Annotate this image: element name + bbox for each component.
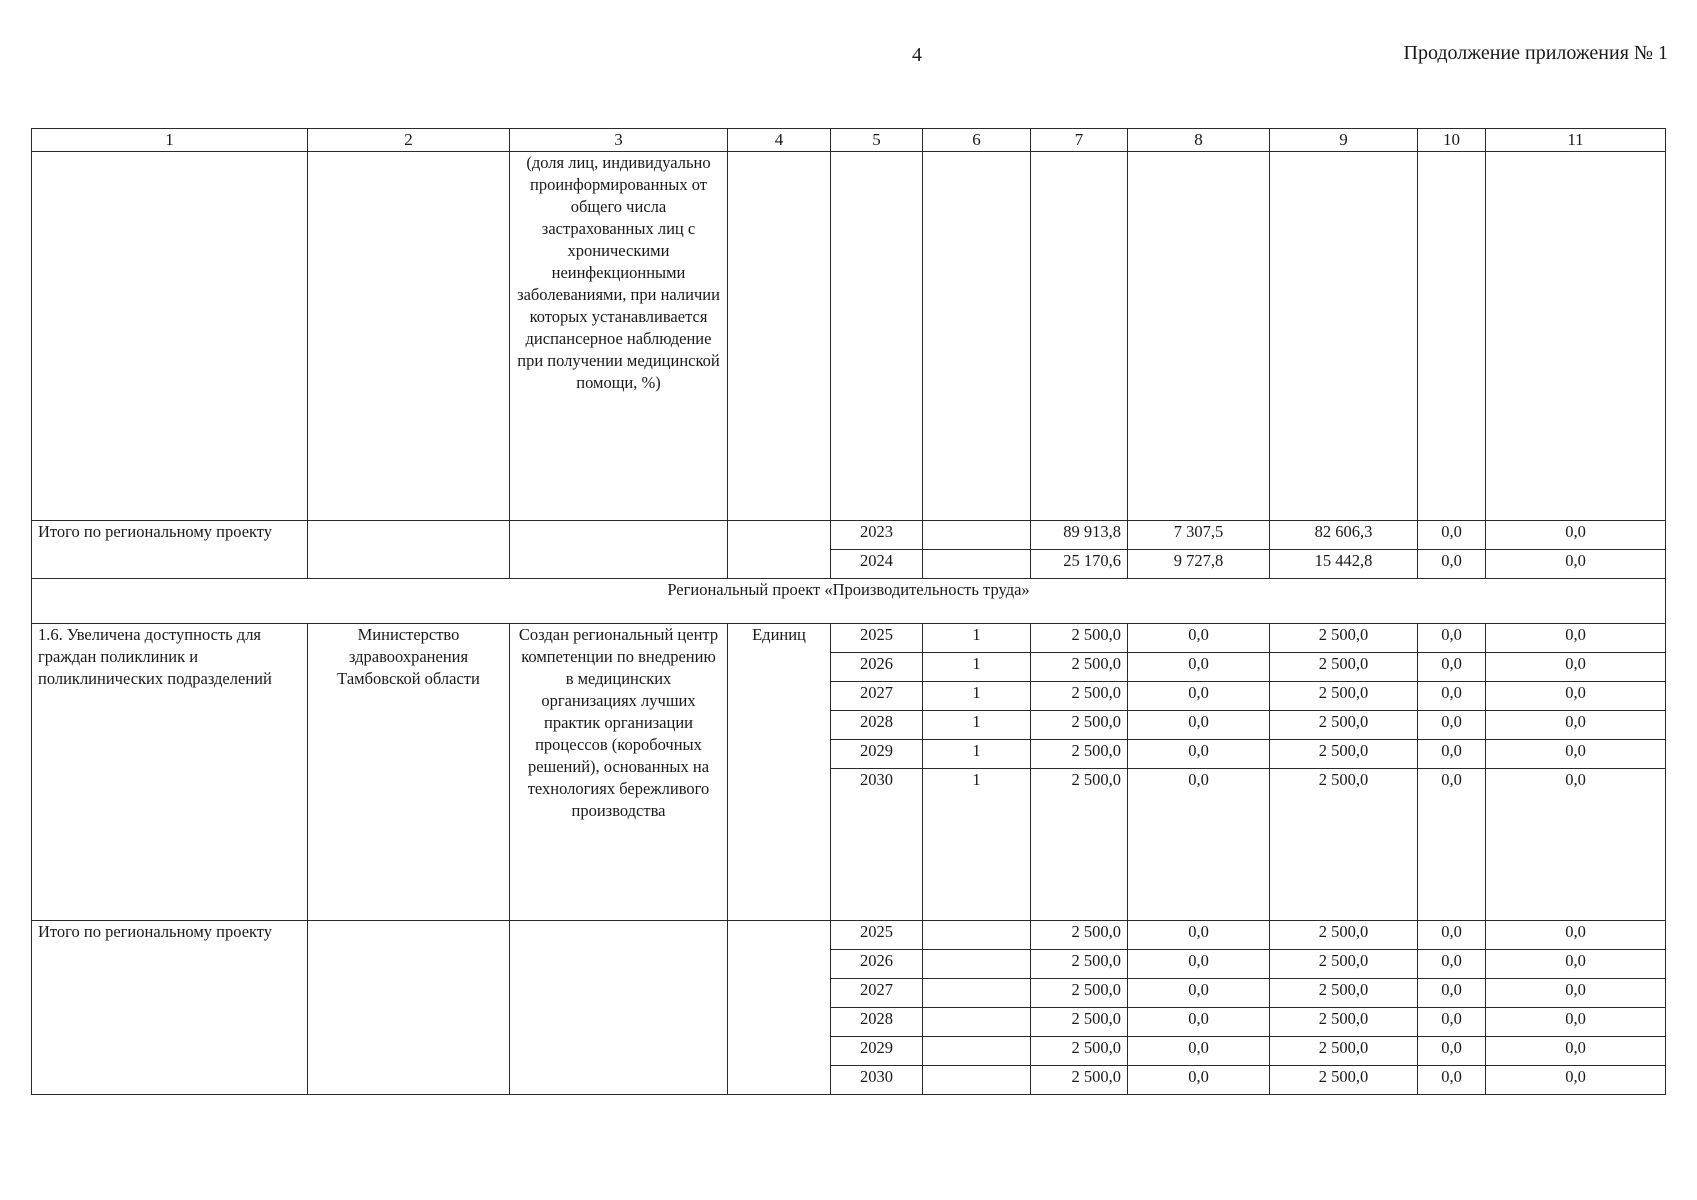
value-cell: 2 500,0 [1270,950,1418,979]
section-row [32,579,1666,624]
value-cell: 2 500,0 [1270,1066,1418,1095]
value-cell: 0,0 [1486,550,1666,579]
value-cell: 2 500,0 [1031,740,1128,769]
header-cell: 10 [1418,129,1486,152]
header-cell: 5 [831,129,923,152]
value-cell: 0,0 [1418,521,1486,550]
total-label: Итого по региональному проекту [32,921,308,1095]
value-cell: 2 500,0 [1031,711,1128,740]
total-label: Итого по региональному проекту [32,521,308,579]
year-cell: 2030 [831,1066,923,1095]
value-cell: 0,0 [1128,653,1270,682]
value-cell: 0,0 [1486,1008,1666,1037]
value-cell: 0,0 [1128,769,1270,921]
table-row [32,521,1666,550]
value-cell: 0,0 [1486,921,1666,950]
header-cell: 9 [1270,129,1418,152]
value-cell: 2 500,0 [1270,979,1418,1008]
value-cell: 0,0 [1128,1066,1270,1095]
value-cell: 2 500,0 [1270,1008,1418,1037]
year-cell: 2025 [831,921,923,950]
year-cell: 2026 [831,950,923,979]
value-cell: 82 606,3 [1270,521,1418,550]
value-cell: 9 727,8 [1128,550,1270,579]
value-cell: 25 170,6 [1031,550,1128,579]
value-cell: 1 [923,653,1031,682]
value-cell: 0,0 [1418,1066,1486,1095]
item-unit: Единиц [728,624,831,921]
header-cell: 6 [923,129,1031,152]
value-cell: 2 500,0 [1270,921,1418,950]
continuation-caption: Продолжение приложения № 1 [1403,42,1668,64]
value-cell: 0,0 [1418,921,1486,950]
value-cell: 2 500,0 [1031,1037,1128,1066]
value-cell: 1 [923,740,1031,769]
value-cell: 0,0 [1418,979,1486,1008]
year-cell: 2025 [831,624,923,653]
header-cell: 4 [728,129,831,152]
value-cell: 0,0 [1486,740,1666,769]
value-cell: 2 500,0 [1270,682,1418,711]
header-cell: 1 [32,129,308,152]
value-cell: 0,0 [1486,653,1666,682]
value-cell: 0,0 [1418,769,1486,921]
value-cell: 15 442,8 [1270,550,1418,579]
value-cell: 2 500,0 [1031,921,1128,950]
value-cell: 2 500,0 [1270,740,1418,769]
item-responsible: Министерство здравоохранения Тамбовской области [308,624,510,921]
value-cell: 0,0 [1418,653,1486,682]
indicator-description: (доля лиц, индивидуально проинформированных от общего числа застрахованных лиц с хроническими неинфекционными заболеваниями, при наличии которых устанавливается диспансерное наблюдение при получении медицинской помощи, %) [510,152,728,521]
value-cell: 0,0 [1418,711,1486,740]
value-cell: 0,0 [1418,624,1486,653]
value-cell: 0,0 [1486,1066,1666,1095]
value-cell: 2 500,0 [1031,950,1128,979]
value-cell: 1 [923,711,1031,740]
value-cell: 0,0 [1418,550,1486,579]
value-cell: 1 [923,769,1031,921]
header-cell: 3 [510,129,728,152]
continued-indicator-row [32,152,1666,521]
value-cell: 0,0 [1418,1008,1486,1037]
value-cell: 0,0 [1418,950,1486,979]
value-cell: 1 [923,624,1031,653]
value-cell: 2 500,0 [1270,1037,1418,1066]
section-title: Региональный проект «Производительность труда» [32,579,1666,624]
value-cell: 0,0 [1486,979,1666,1008]
value-cell: 89 913,8 [1031,521,1128,550]
table-row [32,921,1666,950]
year-cell: 2023 [831,521,923,550]
header-cell: 2 [308,129,510,152]
year-cell: 2030 [831,769,923,921]
value-cell: 0,0 [1486,769,1666,921]
value-cell: 0,0 [1128,950,1270,979]
value-cell: 2 500,0 [1270,624,1418,653]
value-cell: 0,0 [1418,682,1486,711]
value-cell: 0,0 [1128,921,1270,950]
value-cell: 0,0 [1486,521,1666,550]
value-cell: 2 500,0 [1031,653,1128,682]
value-cell: 0,0 [1128,740,1270,769]
value-cell: 2 500,0 [1031,624,1128,653]
value-cell: 2 500,0 [1031,979,1128,1008]
year-cell: 2029 [831,740,923,769]
year-cell: 2027 [831,682,923,711]
value-cell: 2 500,0 [1031,1008,1128,1037]
value-cell: 0,0 [1418,1037,1486,1066]
header-cell: 7 [1031,129,1128,152]
budget-table [31,128,1666,1095]
value-cell: 0,0 [1128,682,1270,711]
value-cell: 0,0 [1486,711,1666,740]
value-cell: 2 500,0 [1270,711,1418,740]
value-cell: 7 307,5 [1128,521,1270,550]
value-cell: 2 500,0 [1270,769,1418,921]
page-number: 4 [912,44,922,66]
value-cell: 0,0 [1418,740,1486,769]
value-cell: 1 [923,682,1031,711]
value-cell: 0,0 [1486,950,1666,979]
value-cell: 0,0 [1128,1037,1270,1066]
year-cell: 2028 [831,1008,923,1037]
year-cell: 2027 [831,979,923,1008]
value-cell: 2 500,0 [1031,769,1128,921]
year-cell: 2029 [831,1037,923,1066]
value-cell: 0,0 [1128,624,1270,653]
value-cell: 0,0 [1128,979,1270,1008]
value-cell: 0,0 [1486,682,1666,711]
header-row [32,129,1666,152]
header-cell: 11 [1486,129,1666,152]
value-cell: 0,0 [1128,711,1270,740]
year-cell: 2024 [831,550,923,579]
value-cell: 2 500,0 [1031,682,1128,711]
table-row [32,624,1666,653]
year-cell: 2028 [831,711,923,740]
item-result: Создан региональный центр компетенции по внедрению в медицинских организациях лучших практик организации процессов (коробочных решений), основанных на технологиях бережливого производства [510,624,728,921]
value-cell: 0,0 [1128,1008,1270,1037]
header-cell: 8 [1128,129,1270,152]
value-cell: 2 500,0 [1270,653,1418,682]
item-title: 1.6. Увеличена доступность для граждан поликлиник и поликлинических подразделений [32,624,308,921]
value-cell: 0,0 [1486,1037,1666,1066]
value-cell: 2 500,0 [1031,1066,1128,1095]
value-cell: 0,0 [1486,624,1666,653]
year-cell: 2026 [831,653,923,682]
